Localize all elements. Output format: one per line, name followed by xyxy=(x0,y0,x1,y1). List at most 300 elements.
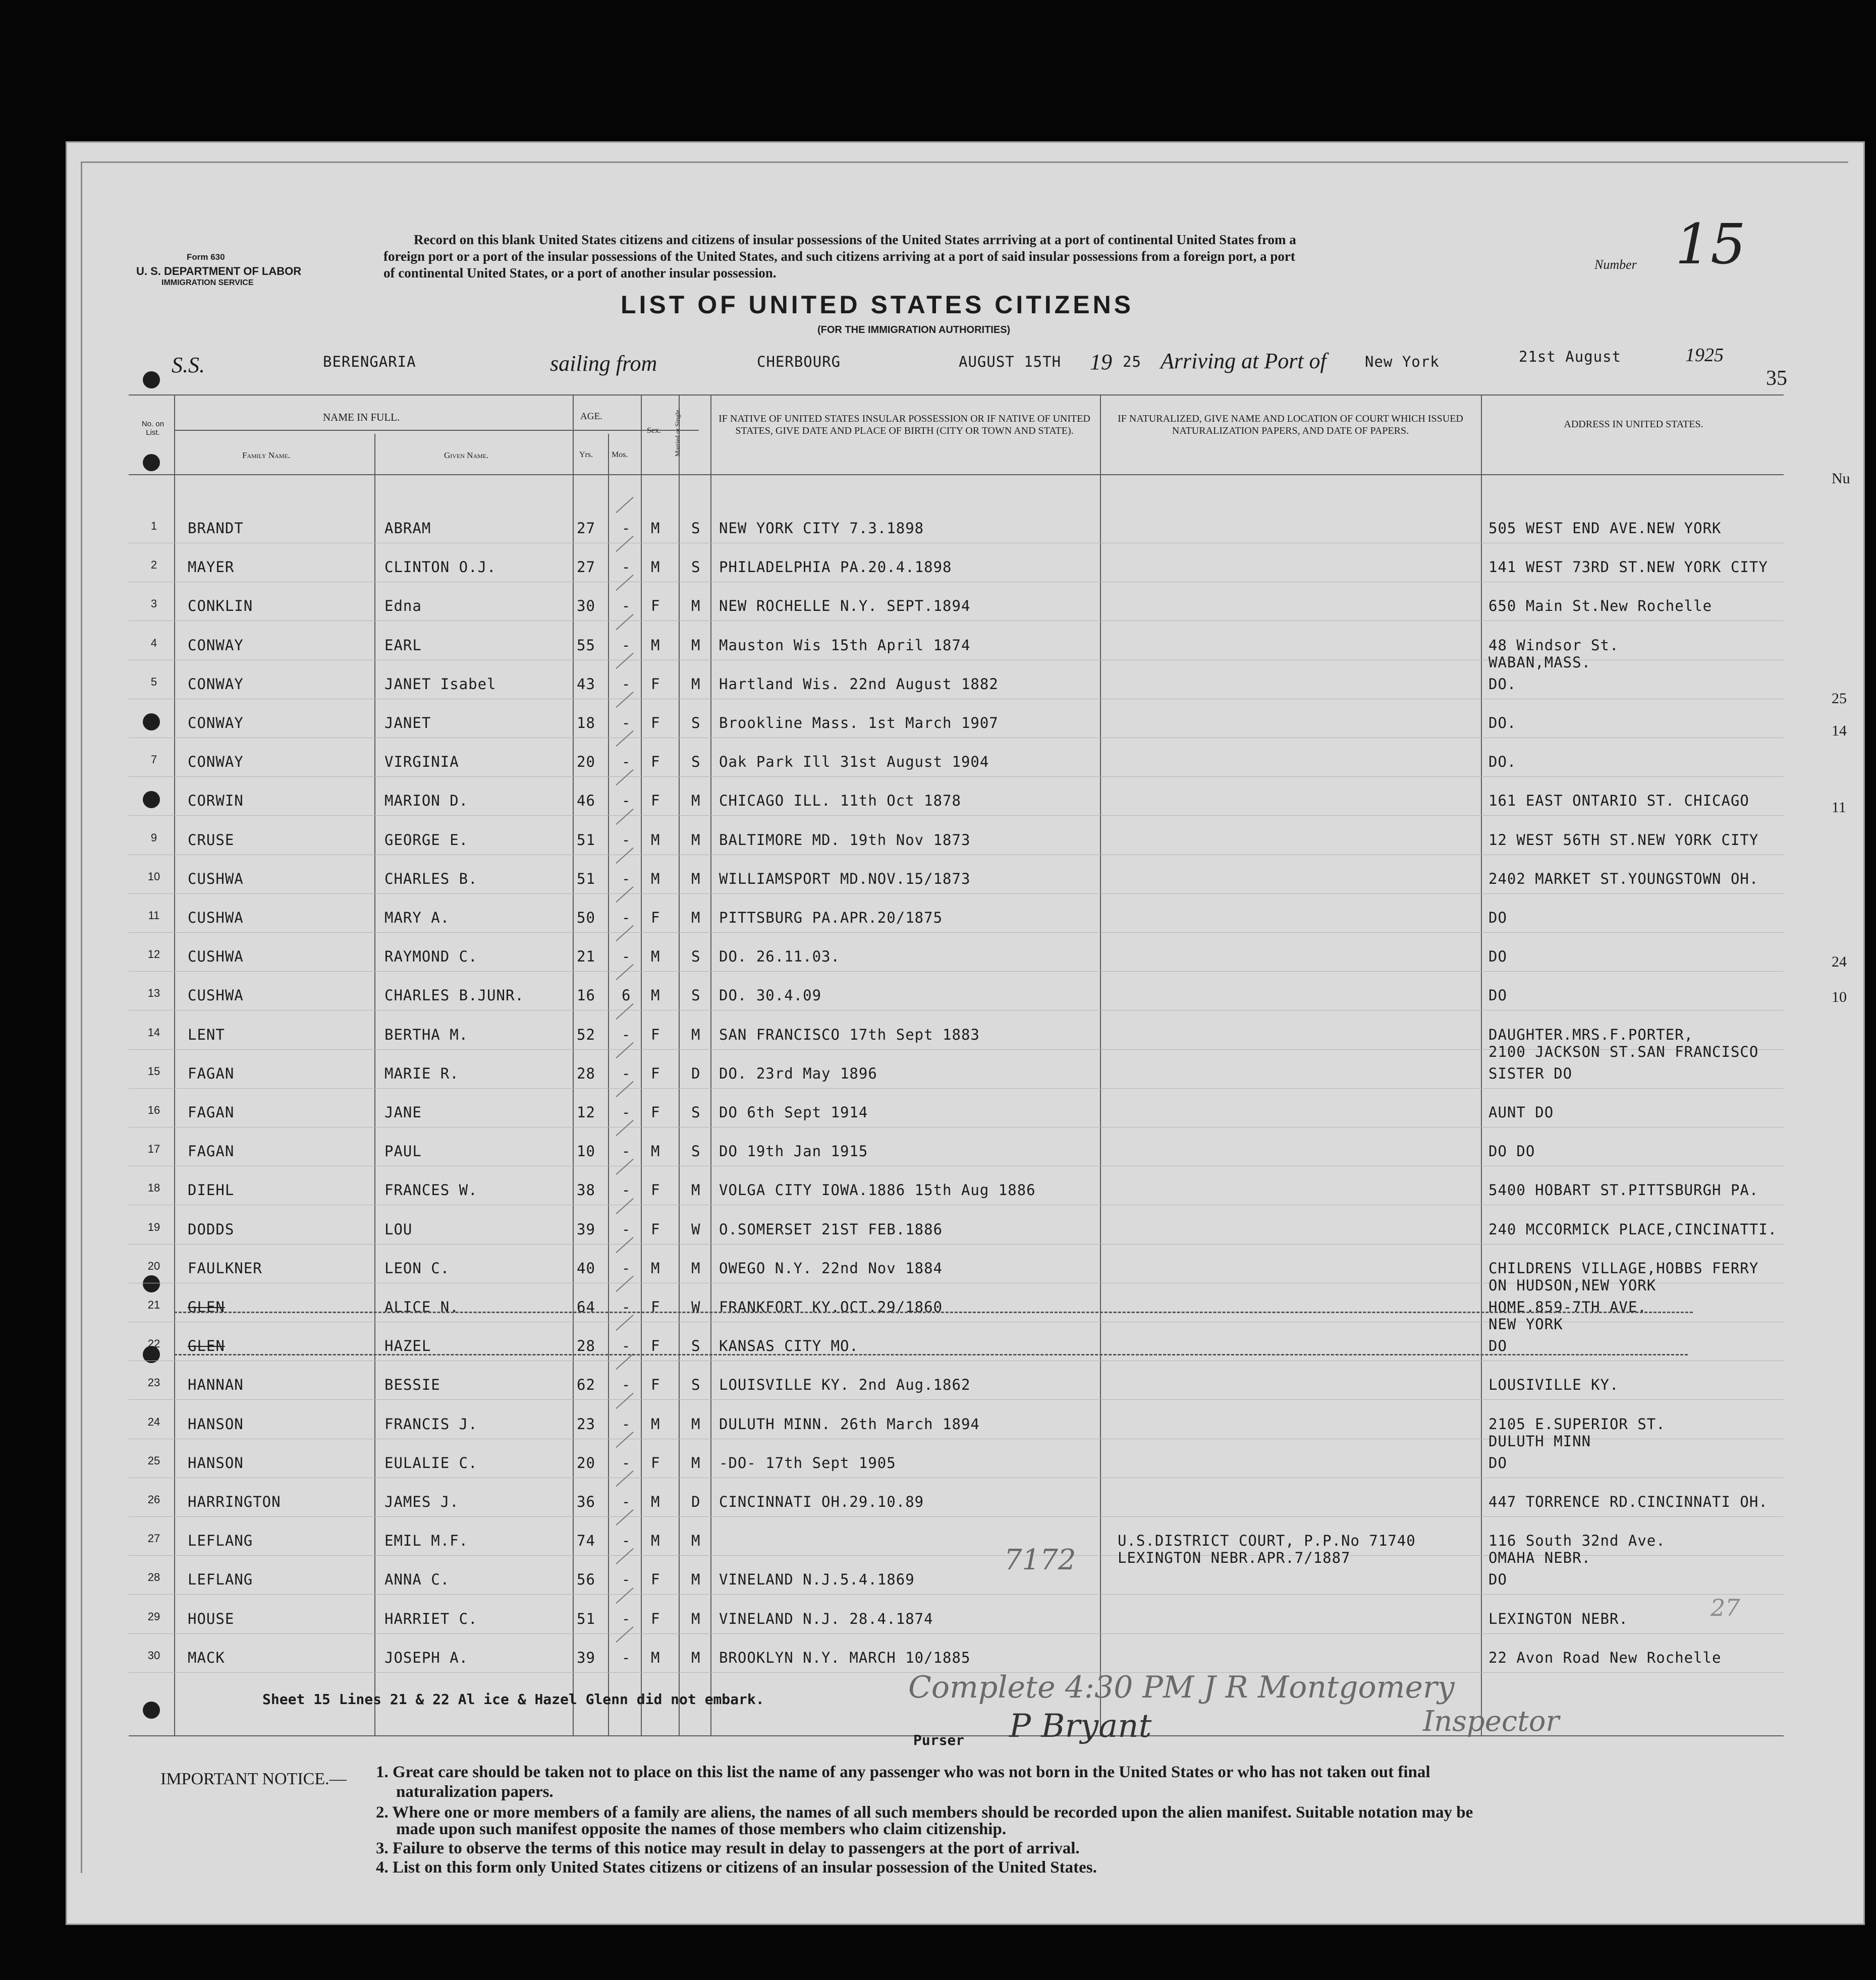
cell-mos: - xyxy=(622,675,631,693)
cell-sex: F xyxy=(651,675,660,693)
cell-no: 24 xyxy=(147,1415,160,1428)
cell-yrs: 18 xyxy=(577,714,595,731)
cell-yrs: 27 xyxy=(577,558,595,576)
cell-no: 26 xyxy=(147,1493,160,1506)
cell-sex: M xyxy=(651,520,660,537)
cell-mos: - xyxy=(622,1064,631,1082)
cell-addr: 141 WEST 73RD ST.NEW YORK CITY xyxy=(1488,558,1768,576)
cell-family: DIEHL xyxy=(188,1181,235,1199)
cell-sex: F xyxy=(651,714,660,731)
cell-ms: M xyxy=(691,1415,701,1433)
cell-yrs: 36 xyxy=(577,1493,595,1510)
cell-ms: S xyxy=(691,1143,701,1160)
cell-no: 30 xyxy=(147,1649,160,1662)
cell-yrs: 28 xyxy=(577,1337,595,1355)
col-sex: Sex. xyxy=(647,426,661,435)
cell-family: HARRINGTON xyxy=(188,1493,281,1510)
cell-no: 17 xyxy=(147,1143,160,1156)
cell-birth: BROOKLYN N.Y. MARCH 10/1885 xyxy=(719,1649,971,1666)
cell-birth: DO. 23rd May 1896 xyxy=(719,1064,877,1082)
row-rule xyxy=(129,1399,1784,1400)
notice-1b: naturalization papers. xyxy=(396,1783,554,1801)
cell-sex: M xyxy=(651,948,660,966)
cell-given: CHARLES B.JUNR. xyxy=(384,987,524,1004)
notice-title: IMPORTANT NOTICE.— xyxy=(160,1770,347,1788)
cell-ms: D xyxy=(691,1064,701,1082)
cell-family: CUSHWA xyxy=(188,909,244,926)
row-rule xyxy=(129,971,1784,972)
cell-ms: S xyxy=(691,520,701,537)
cell-mos: - xyxy=(622,1259,631,1277)
cell-yrs: 20 xyxy=(577,753,595,771)
cell-yrs: 64 xyxy=(577,1298,595,1316)
cell-addr: 116 South 32nd Ave. xyxy=(1488,1532,1666,1550)
cell-given: MARION D. xyxy=(384,792,469,810)
cell-mos: - xyxy=(622,1298,631,1316)
cell-yrs: 30 xyxy=(577,597,595,615)
cell-ms: M xyxy=(691,675,701,693)
ss-label: S.S. xyxy=(172,353,205,377)
cell-sex: M xyxy=(651,636,660,654)
number-label: Number xyxy=(1594,257,1637,272)
cell-yrs: 39 xyxy=(577,1220,595,1238)
cell-birth: VINELAND N.J.5.4.1869 xyxy=(719,1571,915,1589)
cell-mos: - xyxy=(622,1454,631,1472)
cell-birth: PHILADELPHIA PA.20.4.1898 xyxy=(719,558,952,576)
form-number: Form 630 xyxy=(187,252,225,262)
instruction-line-1: Record on this blank United States citizens and citizens of insular possessions of the United States arrriving at a port of continental United States from a xyxy=(414,232,1296,247)
cell-sex: M xyxy=(651,1532,660,1550)
cell-family: LENT xyxy=(188,1026,225,1043)
cell-addr: DAUGHTER.MRS.F.PORTER, xyxy=(1488,1026,1694,1043)
cell-addr: DO xyxy=(1488,1571,1507,1589)
col-name-in-full: NAME IN FULL. xyxy=(323,411,400,423)
strike-line-22 xyxy=(174,1354,1688,1355)
arrival-port: New York xyxy=(1365,353,1440,370)
number-value: 15 xyxy=(1675,212,1746,276)
cell-mos: - xyxy=(622,558,631,576)
notice-1: 1. Great care should be taken not to place on this list the name of any passenger who was not born in the United States or who has not taken out final xyxy=(376,1763,1430,1781)
instruction-line-3: of continental United States, or a port of another insular possession. xyxy=(383,265,777,280)
cell-sex: M xyxy=(651,1415,660,1433)
col-no-on-list: No. on List. xyxy=(141,420,164,437)
cell-birth: SAN FRANCISCO 17th Sept 1883 xyxy=(719,1026,980,1043)
cell-no: 14 xyxy=(147,1026,160,1039)
cell-sex: M xyxy=(651,558,660,576)
row-rule xyxy=(129,1633,1784,1634)
page-number: 35 xyxy=(1766,367,1787,390)
cell-family: MAYER xyxy=(188,558,235,576)
notice-3: 3. Failure to observe the terms of this notice may result in delay to passengers at the port of arrival. xyxy=(376,1839,1080,1857)
cell-yrs: 20 xyxy=(577,1454,595,1472)
cell-no: 29 xyxy=(147,1610,160,1623)
cell-addr2: DULUTH MINN xyxy=(1488,1432,1591,1450)
cell-given: BERTHA M. xyxy=(384,1026,469,1043)
cell-no: 13 xyxy=(147,987,160,1000)
cell-addr2: OMAHA NEBR. xyxy=(1488,1549,1591,1567)
cell-addr: DO. xyxy=(1488,675,1517,693)
cell-no: 11 xyxy=(148,909,160,922)
cell-yrs: 56 xyxy=(577,1571,595,1589)
row-rule xyxy=(129,893,1784,894)
cell-ms: W xyxy=(691,1220,701,1238)
cell-given: VIRGINIA xyxy=(384,753,459,771)
col-given-name: Given Name. xyxy=(444,450,489,460)
cell-sex: M xyxy=(651,1143,660,1160)
cell-given: FRANCIS J. xyxy=(384,1415,478,1433)
punch-hole xyxy=(143,1702,160,1719)
cell-sex: M xyxy=(651,1649,660,1666)
row-rule xyxy=(129,815,1784,816)
cell-given: HARRIET C. xyxy=(384,1610,478,1627)
cell-yrs: 21 xyxy=(577,948,595,966)
cell-yrs: 51 xyxy=(577,1610,595,1627)
complete-note: Complete 4:30 PM J R Montgomery xyxy=(908,1670,1455,1705)
cell-no: 10 xyxy=(147,870,160,883)
cell-family: CRUSE xyxy=(188,831,235,848)
cell-addr: 22 Avon Road New Rochelle xyxy=(1488,1649,1722,1666)
cell-given: GEORGE E. xyxy=(384,831,469,848)
cell-given: CLINTON O.J. xyxy=(384,558,496,576)
cell-addr2: WABAN,MASS. xyxy=(1488,653,1591,671)
cell-yrs: 51 xyxy=(577,870,595,887)
cell-yrs: 23 xyxy=(577,1415,595,1433)
cell-ms: S xyxy=(691,987,701,1004)
cell-addr: DO xyxy=(1488,909,1507,926)
page-title: LIST OF UNITED STATES CITIZENS xyxy=(621,291,1134,319)
cell-given: JANE xyxy=(384,1104,422,1121)
cell-no: 28 xyxy=(147,1571,160,1584)
cell-birth: VOLGA CITY IOWA.1886 15th Aug 1886 xyxy=(719,1181,1036,1199)
cell-sex: F xyxy=(651,1298,660,1316)
cell-ms: M xyxy=(691,597,701,615)
cell-family: CONWAY xyxy=(188,636,244,654)
cell-sex: F xyxy=(651,792,660,810)
cell-sex: F xyxy=(651,1064,660,1082)
cell-given: RAYMOND C. xyxy=(384,948,478,966)
cell-no: 2 xyxy=(150,558,157,572)
cell-family: CUSHWA xyxy=(188,948,244,966)
cell-mos: - xyxy=(622,753,631,771)
handwritten-number: 7172 xyxy=(1004,1544,1076,1576)
cell-sex: F xyxy=(651,1104,660,1121)
cell-family: GLEN xyxy=(188,1298,225,1316)
punch-hole xyxy=(143,1275,160,1292)
cell-yrs: 40 xyxy=(577,1259,595,1277)
cell-birth: VINELAND N.J. 28.4.1874 xyxy=(719,1610,933,1627)
cell-no: 9 xyxy=(150,831,157,844)
cell-given: EULALIE C. xyxy=(384,1454,478,1472)
cell-addr: DO xyxy=(1488,987,1507,1004)
cell-birth: DO 19th Jan 1915 xyxy=(719,1143,868,1160)
cell-sex: F xyxy=(651,1220,660,1238)
cell-ms: M xyxy=(691,1649,701,1666)
cell-yrs: 27 xyxy=(577,520,595,537)
cell-ms: M xyxy=(691,1026,701,1043)
cell-addr: DO xyxy=(1488,1454,1507,1472)
cell-given: MARY A. xyxy=(384,909,450,926)
edge-mark: 14 xyxy=(1832,722,1847,739)
cell-ms: M xyxy=(691,870,701,887)
cell-sex: F xyxy=(651,1571,660,1589)
col-mos: Mos. xyxy=(612,450,628,459)
cell-given: EMIL M.F. xyxy=(384,1532,469,1550)
cell-sex: M xyxy=(651,1493,660,1510)
cell-given: FRANCES W. xyxy=(384,1181,478,1199)
cell-yrs: 39 xyxy=(577,1649,595,1666)
cell-no: 8 xyxy=(150,792,157,805)
instruction-line-2: foreign port or a port of the insular possessions of the United States, and such citizens arriving at a port of said insular possessions from a foreign port, a port xyxy=(383,249,1295,264)
cell-given: ABRAM xyxy=(384,520,431,537)
cell-given: JANET Isabel xyxy=(384,675,496,693)
cell-birth: CINCINNATI OH.29.10.89 xyxy=(719,1493,924,1510)
cell-given: LEON C. xyxy=(384,1259,450,1277)
cell-addr: LEXINGTON NEBR. xyxy=(1488,1610,1628,1627)
cell-no: 25 xyxy=(147,1454,160,1467)
cell-given: JOSEPH A. xyxy=(384,1649,469,1666)
cell-no: 27 xyxy=(147,1532,160,1545)
cell-addr: DO xyxy=(1488,948,1507,966)
cell-no: 1 xyxy=(150,520,157,532)
cell-mos: - xyxy=(622,597,631,615)
cell-addr2: NEW YORK xyxy=(1488,1316,1563,1333)
cell-given: HAZEL xyxy=(384,1337,431,1355)
row-rule xyxy=(129,1594,1784,1595)
cell-no: 6 xyxy=(150,714,157,727)
cell-family: CORWIN xyxy=(188,792,244,810)
cell-given: PAUL xyxy=(384,1143,422,1160)
cell-mos: - xyxy=(622,1104,631,1121)
purser-label: Purser xyxy=(913,1732,965,1748)
cell-addr: SISTER DO xyxy=(1488,1064,1573,1082)
cell-birth: O.SOMERSET 21ST FEB.1886 xyxy=(719,1220,943,1238)
cell-sex: F xyxy=(651,753,660,771)
cell-addr: DO. xyxy=(1488,753,1517,771)
purser-signature: P Bryant xyxy=(1009,1708,1152,1745)
cell-sex: F xyxy=(651,1610,660,1627)
cell-mos: - xyxy=(622,792,631,810)
arrival-date: 21st August xyxy=(1519,348,1622,365)
cell-nat2: LEXINGTON NEBR.APR.7/1887 xyxy=(1118,1549,1351,1567)
cell-mos: - xyxy=(622,636,631,654)
cell-addr: 2402 MARKET ST.YOUNGSTOWN OH. xyxy=(1488,870,1759,887)
col-birthplace: IF NATIVE OF UNITED STATES INSULAR POSSESSION OR IF NATIVE OF UNITED STATES, GIVE DATE AND PLACE OF BIRTH (CITY OR TOWN AND STATE). xyxy=(719,413,1090,436)
year-prefix: 19 xyxy=(1090,350,1112,374)
cell-family: HANSON xyxy=(188,1454,244,1472)
cell-birth: OWEGO N.Y. 22nd Nov 1884 xyxy=(719,1259,943,1277)
cell-yrs: 50 xyxy=(577,909,595,926)
cell-addr: 447 TORRENCE RD.CINCINNATI OH. xyxy=(1488,1493,1768,1510)
edge-mark: Nu xyxy=(1832,470,1850,487)
edge-mark: 10 xyxy=(1832,989,1847,1005)
cell-ms: S xyxy=(691,948,701,966)
cell-addr: CHILDRENS VILLAGE,HOBBS FERRY xyxy=(1488,1259,1759,1277)
cell-given: ALICE N. xyxy=(384,1298,459,1316)
cell-mos: - xyxy=(622,948,631,966)
cell-ms: M xyxy=(691,1259,701,1277)
cell-addr: 48 Windsor St. xyxy=(1488,636,1619,654)
cell-ms: M xyxy=(691,909,701,926)
ship-name: BERENGARIA xyxy=(323,353,416,370)
cell-ms: S xyxy=(691,1376,701,1394)
cell-family: FAGAN xyxy=(188,1104,235,1121)
cell-no: 22 xyxy=(147,1337,160,1350)
page-subtitle: (FOR THE IMMIGRATION AUTHORITIES) xyxy=(817,324,1011,335)
cell-family: DODDS xyxy=(188,1220,235,1238)
cell-mos: - xyxy=(622,909,631,926)
cell-mos: 6 xyxy=(622,987,631,1004)
cell-sex: F xyxy=(651,1454,660,1472)
cell-mos: - xyxy=(622,1143,631,1160)
cell-birth: CHICAGO ILL. 11th Oct 1878 xyxy=(719,792,961,810)
cell-no: 16 xyxy=(147,1104,160,1116)
col-family-name: Family Name. xyxy=(242,450,291,460)
cell-yrs: 12 xyxy=(577,1104,595,1121)
cell-no: 4 xyxy=(150,636,157,649)
cell-ms: M xyxy=(691,792,701,810)
cell-mos: - xyxy=(622,1610,631,1627)
cell-family: BRANDT xyxy=(188,520,244,537)
cell-addr: 5400 HOBART ST.PITTSBURGH PA. xyxy=(1488,1181,1759,1199)
cell-sex: F xyxy=(651,1181,660,1199)
cell-mos: - xyxy=(622,1220,631,1238)
cell-nat: U.S.DISTRICT COURT, P.P.No 71740 xyxy=(1118,1532,1416,1550)
cell-birth: DULUTH MINN. 26th March 1894 xyxy=(719,1415,980,1433)
cell-no: 7 xyxy=(150,753,157,766)
cell-family: HOUSE xyxy=(188,1610,235,1627)
cell-family: CONKLIN xyxy=(188,597,253,615)
cell-birth: PITTSBURG PA.APR.20/1875 xyxy=(719,909,943,926)
col-address: ADDRESS IN UNITED STATES. xyxy=(1564,419,1703,430)
cell-family: CUSHWA xyxy=(188,870,244,887)
cell-family: LEFLANG xyxy=(188,1571,253,1589)
punch-hole xyxy=(143,371,160,388)
cell-given: JAMES J. xyxy=(384,1493,459,1510)
cell-birth: NEW YORK CITY 7.3.1898 xyxy=(719,520,924,537)
col-age: AGE. xyxy=(580,411,602,422)
cell-mos: - xyxy=(622,1376,631,1394)
notice-2b: made upon such manifest opposite the names of those members who claim citizenship. xyxy=(396,1820,1007,1838)
cell-family: CUSHWA xyxy=(188,987,244,1004)
cell-mos: - xyxy=(622,714,631,731)
cell-ms: S xyxy=(691,1337,701,1355)
cell-yrs: 38 xyxy=(577,1181,595,1199)
cell-birth: -DO- 17th Sept 1905 xyxy=(719,1454,896,1472)
cell-addr: 505 WEST END AVE.NEW YORK xyxy=(1488,520,1722,537)
cell-birth: DO 6th Sept 1914 xyxy=(719,1104,868,1121)
cell-given: BESSIE xyxy=(384,1376,440,1394)
cell-mos: - xyxy=(622,1493,631,1510)
cell-birth: Brookline Mass. 1st March 1907 xyxy=(719,714,999,731)
cell-mos: - xyxy=(622,1026,631,1043)
cell-ms: S xyxy=(691,714,701,731)
cell-ms: M xyxy=(691,1610,701,1627)
department: U. S. DEPARTMENT OF LABOR xyxy=(136,265,302,277)
cell-family: MACK xyxy=(188,1649,225,1666)
cell-yrs: 10 xyxy=(577,1143,595,1160)
service: IMMIGRATION SERVICE xyxy=(161,278,254,287)
cell-yrs: 55 xyxy=(577,636,595,654)
cell-ms: M xyxy=(691,831,701,848)
edge-mark: 11 xyxy=(1832,799,1846,816)
cell-mos: - xyxy=(622,831,631,848)
cell-mos: - xyxy=(622,1415,631,1433)
cell-yrs: 51 xyxy=(577,831,595,848)
cell-birth: NEW ROCHELLE N.Y. SEPT.1894 xyxy=(719,597,971,615)
cell-addr: 12 WEST 56TH ST.NEW YORK CITY xyxy=(1488,831,1759,848)
departure-date: AUGUST 15TH xyxy=(959,353,1062,370)
cell-ms: D xyxy=(691,1493,701,1510)
cell-mos: - xyxy=(622,520,631,537)
cell-sex: M xyxy=(651,987,660,1004)
cell-sex: M xyxy=(651,870,660,887)
col-yrs: Yrs. xyxy=(579,450,593,459)
cell-given: Edna xyxy=(384,597,422,615)
sailing-label: sailing from xyxy=(550,351,657,376)
cell-ms: M xyxy=(691,1454,701,1472)
cell-sex: F xyxy=(651,597,660,615)
cell-given: LOU xyxy=(384,1220,413,1238)
cell-ms: S xyxy=(691,558,701,576)
cell-given: EARL xyxy=(384,636,422,654)
cell-mos: - xyxy=(622,1181,631,1199)
cell-given: CHARLES B. xyxy=(384,870,478,887)
cell-no: 12 xyxy=(147,948,160,961)
cell-sex: F xyxy=(651,1376,660,1394)
cell-no: 15 xyxy=(147,1064,160,1078)
punch-hole xyxy=(143,454,160,471)
arrival-year: 1925 xyxy=(1685,345,1724,366)
cell-sex: M xyxy=(651,831,660,848)
cell-addr: 161 EAST ONTARIO ST. CHICAGO xyxy=(1488,792,1749,810)
notice-4: 4. List on this form only United States citizens or citizens of an insular possession of the United States. xyxy=(376,1858,1097,1877)
arriving-label: Arriving at Port of xyxy=(1161,349,1327,373)
cell-birth: Hartland Wis. 22nd August 1882 xyxy=(719,675,999,693)
cell-birth: BALTIMORE MD. 19th Nov 1873 xyxy=(719,831,971,848)
cell-addr: DO DO xyxy=(1488,1143,1535,1160)
cell-addr: 2105 E.SUPERIOR ST. xyxy=(1488,1415,1666,1433)
cell-birth: FRANKFORT KY.OCT.29/1860 xyxy=(719,1298,943,1316)
row-rule xyxy=(129,620,1784,621)
cell-no: 19 xyxy=(147,1220,160,1233)
cell-birth: WILLIAMSPORT MD.NOV.15/1873 xyxy=(719,870,971,887)
cell-addr: HOME.859-7TH AVE. xyxy=(1488,1298,1647,1316)
cell-ms: M xyxy=(691,1532,701,1550)
cell-sex: F xyxy=(651,1337,660,1355)
row-rule xyxy=(129,932,1784,933)
cell-ms: S xyxy=(691,1104,701,1121)
cell-birth: Oak Park Ill 31st August 1904 xyxy=(719,753,989,771)
cell-sex: F xyxy=(651,909,660,926)
cell-mos: - xyxy=(622,1571,631,1589)
cell-no: 20 xyxy=(147,1259,160,1272)
cell-yrs: 46 xyxy=(577,792,595,810)
cell-given: ANNA C. xyxy=(384,1571,450,1589)
handwritten-27: 27 xyxy=(1711,1594,1740,1621)
cell-addr: DO xyxy=(1488,1337,1507,1355)
col-married: Married or Single. xyxy=(674,408,681,457)
from-port: CHERBOURG xyxy=(757,353,841,370)
cell-family: HANNAN xyxy=(188,1376,244,1394)
cell-family: FAULKNER xyxy=(188,1259,262,1277)
cell-no: 3 xyxy=(150,597,157,610)
cell-sex: M xyxy=(651,1259,660,1277)
cell-addr: AUNT DO xyxy=(1488,1104,1554,1121)
cell-ms: M xyxy=(691,1571,701,1589)
strike-line-21 xyxy=(174,1312,1693,1313)
cell-ms: W xyxy=(691,1298,701,1316)
cell-ms: S xyxy=(691,753,701,771)
